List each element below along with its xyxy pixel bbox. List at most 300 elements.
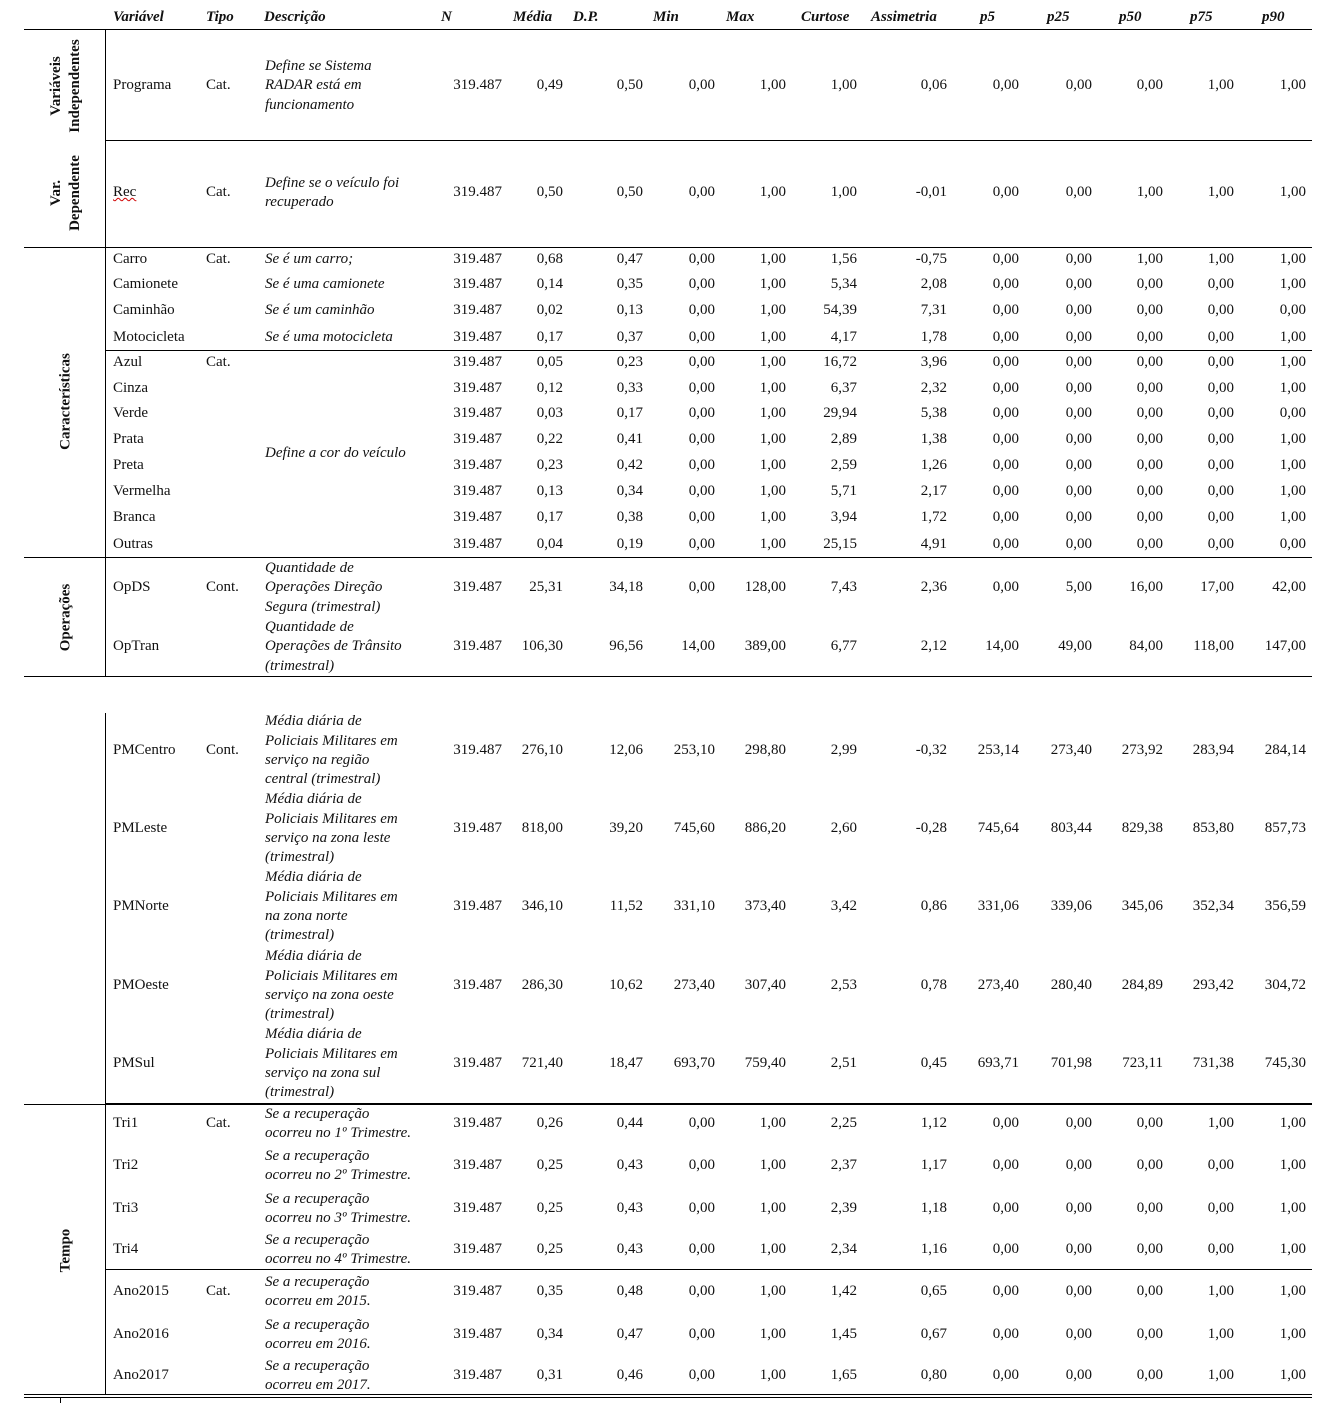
- stat-value: 18,47: [609, 1055, 643, 1071]
- stat-value: 5,38: [920, 405, 947, 421]
- stat-value: 0,00: [992, 329, 1019, 345]
- stat-value: 0,03: [536, 405, 563, 421]
- description-line: Quantidade de: [265, 559, 354, 576]
- stat-value: 0,00: [1065, 405, 1092, 421]
- variable-type: Cat.: [206, 184, 231, 200]
- stat-value: 0,17: [536, 509, 563, 525]
- stat-value: 1,00: [1207, 184, 1234, 200]
- stat-value: -0,32: [915, 742, 947, 758]
- table-rule: [24, 1397, 1312, 1398]
- description-line: Se a recuperação: [265, 1316, 370, 1333]
- stat-value: 1,00: [1279, 1326, 1306, 1342]
- stat-value: 339,06: [1050, 898, 1092, 914]
- stat-value: 0,48: [616, 1283, 643, 1299]
- group-label-line: Dependente: [67, 155, 83, 231]
- stat-value: 1,26: [920, 457, 947, 473]
- stat-value: 0,00: [1207, 405, 1234, 421]
- stat-value: 0,00: [992, 1326, 1019, 1342]
- stat-value: 0,00: [1065, 431, 1092, 447]
- stat-value: 293,42: [1192, 977, 1234, 993]
- stat-value: 0,31: [536, 1367, 563, 1383]
- group-label: [47, 138, 85, 248]
- column-header: p90: [1262, 9, 1285, 25]
- stat-value: 1,00: [830, 184, 857, 200]
- variable-type: Cat.: [206, 77, 231, 93]
- variable-description: [265, 1025, 398, 1103]
- variable-name: Tri2: [113, 1157, 139, 1173]
- stat-value: 0,00: [1136, 354, 1163, 370]
- stat-value: 280,40: [1050, 977, 1092, 993]
- variable-description: [265, 444, 406, 463]
- variable-name: Ano2016: [113, 1326, 169, 1342]
- footer-tick: [60, 1397, 61, 1403]
- stat-value: 0,00: [992, 1200, 1019, 1216]
- stat-value: 0,00: [1207, 1157, 1234, 1173]
- stat-value: 1,00: [759, 251, 786, 267]
- column-header: D.P.: [573, 9, 599, 25]
- description-line: funcionamento: [265, 96, 355, 113]
- stat-value: 0,25: [536, 1200, 563, 1216]
- stat-value: 319.487: [453, 536, 502, 552]
- variable-description: [265, 712, 398, 790]
- stat-value: 1,00: [759, 1157, 786, 1173]
- stat-value: 1,42: [830, 1283, 857, 1299]
- stat-value: 0,00: [1136, 1241, 1163, 1257]
- stat-value: 0,43: [616, 1241, 643, 1257]
- stat-value: 331,10: [673, 898, 715, 914]
- group-label: [57, 562, 76, 672]
- stat-value: 0,00: [1136, 1115, 1163, 1131]
- stat-value: 745,60: [673, 820, 715, 836]
- description-line: Média diária de: [265, 869, 362, 886]
- stat-value: 721,40: [521, 1055, 563, 1071]
- stat-value: 0,06: [920, 77, 947, 93]
- stat-value: 0,00: [1136, 1157, 1163, 1173]
- description-line: Operações Direção: [265, 579, 383, 596]
- stat-value: 0,00: [1065, 276, 1092, 292]
- stat-value: 284,89: [1121, 977, 1163, 993]
- variable-type: Cat.: [206, 1283, 231, 1299]
- variable-name: Prata: [113, 431, 144, 447]
- stat-value: 319.487: [453, 638, 502, 654]
- stat-value: 0,00: [1065, 354, 1092, 370]
- stat-value: 0,47: [616, 251, 643, 267]
- variable-description: [265, 868, 398, 946]
- group-label-line: Variáveis: [48, 56, 64, 116]
- stat-value: 1,00: [1279, 1157, 1306, 1173]
- stat-value: 0,86: [920, 898, 947, 914]
- stat-value: 0,00: [688, 1115, 715, 1131]
- stat-value: 818,00: [521, 820, 563, 836]
- stat-value: 0,00: [1065, 1157, 1092, 1173]
- stat-value: 0,00: [992, 579, 1019, 595]
- stat-value: 0,00: [688, 405, 715, 421]
- stat-value: 1,00: [759, 1241, 786, 1257]
- stat-value: 0,00: [1065, 1241, 1092, 1257]
- stat-value: 0,00: [1136, 483, 1163, 499]
- table-rule: [24, 1394, 1312, 1395]
- stat-value: 0,49: [536, 77, 563, 93]
- stat-value: 1,00: [1279, 509, 1306, 525]
- stat-value: 0,00: [1207, 457, 1234, 473]
- description-line: Média diária de: [265, 713, 362, 730]
- stat-value: 0,00: [1065, 1367, 1092, 1383]
- stat-value: 0,00: [992, 276, 1019, 292]
- table-rule: [105, 1269, 1312, 1270]
- stat-value: 1,00: [1279, 1283, 1306, 1299]
- description-line: Policiais Militares em: [265, 888, 398, 905]
- variable-name: PMLeste: [113, 820, 168, 836]
- description-line: Se a recuperação: [265, 1190, 370, 1207]
- table-rule: [24, 1104, 1312, 1105]
- stat-value: 1,00: [1207, 77, 1234, 93]
- stat-value: 693,70: [673, 1055, 715, 1071]
- stat-value: 0,00: [992, 1283, 1019, 1299]
- description-line: Média diária de: [265, 1026, 362, 1043]
- description-line: (trimestral): [265, 1084, 335, 1101]
- stat-value: -0,01: [915, 184, 947, 200]
- variable-type: Cont.: [206, 742, 239, 758]
- variable-type: Cat.: [206, 1115, 231, 1131]
- description-line: ocorreu no 1º Trimestre.: [265, 1125, 412, 1141]
- stat-value: 0,00: [1136, 405, 1163, 421]
- stat-value: 0,43: [616, 1200, 643, 1216]
- description-line: Se a recuperação: [265, 1273, 370, 1290]
- description-line: ocorreu em 2015.: [265, 1293, 371, 1309]
- stat-value: 1,17: [920, 1157, 947, 1173]
- variable-description: [265, 1273, 371, 1312]
- description-line: Policiais Militares em: [265, 810, 398, 827]
- stat-value: 0,00: [688, 509, 715, 525]
- stat-value: 319.487: [453, 1283, 502, 1299]
- stat-value: 273,92: [1121, 742, 1163, 758]
- description-line: serviço na zona sul: [265, 1065, 381, 1081]
- stat-value: 1,12: [920, 1115, 947, 1131]
- column-header: Tipo: [206, 9, 234, 25]
- stat-value: 0,00: [1136, 380, 1163, 396]
- stat-value: 106,30: [521, 638, 563, 654]
- variable-description: [265, 174, 399, 213]
- variable-description: [265, 559, 382, 617]
- stat-value: 0,00: [992, 354, 1019, 370]
- stat-value: 1,00: [1207, 1367, 1234, 1383]
- stat-value: 1,00: [1207, 251, 1234, 267]
- stat-value: 4,17: [830, 329, 857, 345]
- stat-value: 1,00: [759, 302, 786, 318]
- stat-value: 0,13: [616, 302, 643, 318]
- stat-value: 6,77: [830, 638, 857, 654]
- stat-value: 0,00: [688, 77, 715, 93]
- stat-value: 0,00: [1207, 329, 1234, 345]
- column-header: Max: [726, 9, 755, 25]
- variable-description: [265, 1357, 371, 1396]
- stat-value: 0,00: [1207, 431, 1234, 447]
- group-label-line: Características: [57, 352, 74, 450]
- stat-value: 319.487: [453, 820, 502, 836]
- stat-value: 1,00: [1136, 184, 1163, 200]
- stat-value: 273,40: [673, 977, 715, 993]
- stat-value: 84,00: [1129, 638, 1163, 654]
- stat-value: 1,56: [830, 251, 857, 267]
- description-line: serviço na região: [265, 752, 370, 768]
- stat-value: 1,00: [759, 457, 786, 473]
- stat-value: 319.487: [453, 457, 502, 473]
- stat-value: 2,37: [830, 1157, 857, 1173]
- stat-value: 0,78: [920, 977, 947, 993]
- stat-value: 319.487: [453, 405, 502, 421]
- stat-value: 1,00: [759, 329, 786, 345]
- variable-description: [265, 275, 385, 294]
- stat-value: 373,40: [744, 898, 786, 914]
- variable-name: Ano2017: [113, 1367, 169, 1383]
- stat-value: 0,00: [688, 483, 715, 499]
- stat-value: 319.487: [453, 1200, 502, 1216]
- description-line: Define a cor do veículo: [265, 445, 406, 462]
- stat-value: 14,00: [681, 638, 715, 654]
- column-header: Média: [513, 9, 553, 25]
- stat-value: 745,30: [1264, 1055, 1306, 1071]
- stat-value: 39,20: [609, 820, 643, 836]
- stat-value: 319.487: [453, 1241, 502, 1257]
- stat-value: 96,56: [609, 638, 643, 654]
- stat-value: 284,14: [1264, 742, 1306, 758]
- table-rule: [24, 557, 1312, 558]
- description-line: ocorreu em 2017.: [265, 1377, 371, 1393]
- description-line: (trimestral): [265, 1006, 335, 1023]
- stat-value: 1,00: [1136, 251, 1163, 267]
- description-line: ocorreu em 2016.: [265, 1336, 371, 1352]
- stat-value: 0,00: [1065, 1200, 1092, 1216]
- stat-value: 759,40: [744, 1055, 786, 1071]
- stat-value: 25,31: [529, 579, 563, 595]
- stat-value: 0,00: [1136, 276, 1163, 292]
- stat-value: 0,25: [536, 1241, 563, 1257]
- stat-value: 1,00: [1207, 1283, 1234, 1299]
- table-rule: [105, 350, 1312, 351]
- stat-value: 1,00: [759, 483, 786, 499]
- variable-name: Vermelha: [113, 483, 171, 499]
- stat-value: 276,10: [521, 742, 563, 758]
- stat-value: 1,00: [759, 1200, 786, 1216]
- description-line: Segura (trimestral): [265, 598, 381, 615]
- stat-value: 319.487: [453, 431, 502, 447]
- stat-value: 1,78: [920, 329, 947, 345]
- stat-value: 0,00: [688, 431, 715, 447]
- stat-value: 2,60: [830, 820, 857, 836]
- stat-value: 128,00: [744, 579, 786, 595]
- stat-value: 0,00: [1065, 1115, 1092, 1131]
- stat-value: 319.487: [453, 1055, 502, 1071]
- stat-value: 0,33: [616, 380, 643, 396]
- column-header: Descrição: [264, 9, 326, 25]
- stat-value: 0,00: [1065, 1283, 1092, 1299]
- stat-value: 1,00: [759, 1115, 786, 1131]
- stat-value: 1,00: [1279, 1367, 1306, 1383]
- stat-value: 0,00: [992, 536, 1019, 552]
- stat-value: 0,50: [616, 184, 643, 200]
- description-line: RADAR está em: [265, 77, 362, 94]
- description-line: ocorreu no 3º Trimestre.: [265, 1210, 412, 1226]
- stat-value: 319.487: [453, 329, 502, 345]
- description-line: Se é um caminhão: [265, 302, 375, 319]
- stat-value: 11,52: [609, 898, 643, 914]
- stat-value: 0,00: [688, 457, 715, 473]
- stat-value: 2,89: [830, 431, 857, 447]
- stat-value: 0,05: [536, 354, 563, 370]
- stat-value: 283,94: [1192, 742, 1234, 758]
- stat-value: 886,20: [744, 820, 786, 836]
- stat-value: 346,10: [521, 898, 563, 914]
- stat-value: 319.487: [453, 77, 502, 93]
- stat-value: 1,00: [1207, 1326, 1234, 1342]
- stat-value: 2,12: [920, 638, 947, 654]
- stat-value: 853,80: [1192, 820, 1234, 836]
- stat-value: 0,00: [1136, 1367, 1163, 1383]
- stat-value: 0,04: [536, 536, 563, 552]
- stat-value: 7,43: [830, 579, 857, 595]
- group-label-line: Independentes: [67, 39, 83, 133]
- stat-value: 0,00: [688, 354, 715, 370]
- variable-name: Tri1: [113, 1115, 139, 1131]
- stat-value: 1,00: [759, 405, 786, 421]
- stat-value: 0,41: [616, 431, 643, 447]
- table-rule: [24, 29, 1312, 30]
- variable-name: Branca: [113, 509, 156, 525]
- stat-value: 4,91: [920, 536, 947, 552]
- stat-value: 0,00: [688, 1200, 715, 1216]
- stat-value: 0,26: [536, 1115, 563, 1131]
- stat-value: 1,00: [759, 380, 786, 396]
- description-line: na zona norte: [265, 908, 348, 924]
- stat-value: 5,71: [830, 483, 857, 499]
- variable-description: [265, 328, 393, 347]
- group-label: [57, 1195, 76, 1305]
- stat-value: 3,96: [920, 354, 947, 370]
- description-line: Se é uma camionete: [265, 276, 385, 293]
- column-header: p75: [1190, 9, 1213, 25]
- description-line: Se a recuperação: [265, 1147, 370, 1164]
- stat-value: -0,75: [915, 251, 947, 267]
- description-line: central (trimestral): [265, 771, 381, 788]
- stat-value: 0,00: [992, 431, 1019, 447]
- stat-value: 0,00: [688, 1367, 715, 1383]
- stat-value: 0,00: [992, 1241, 1019, 1257]
- stat-value: 2,25: [830, 1115, 857, 1131]
- variable-description: [265, 947, 398, 1025]
- stat-value: 0,00: [1136, 329, 1163, 345]
- variable-description: [265, 1316, 371, 1355]
- stat-value: 1,00: [759, 1367, 786, 1383]
- description-line: Policiais Militares em: [265, 732, 398, 749]
- stat-value: 0,00: [1279, 405, 1306, 421]
- stat-value: 0,00: [992, 405, 1019, 421]
- variable-name: OpTran: [113, 638, 160, 654]
- stat-value: 304,72: [1264, 977, 1306, 993]
- stat-value: 2,32: [920, 380, 947, 396]
- stat-value: 745,64: [977, 820, 1019, 836]
- stat-value: 286,30: [521, 977, 563, 993]
- stat-value: 0,12: [536, 380, 563, 396]
- variable-description: [265, 1147, 411, 1186]
- stat-value: 2,36: [920, 579, 947, 595]
- stat-value: 319.487: [453, 1326, 502, 1342]
- variable-name: Preta: [113, 457, 144, 473]
- variable-description: [265, 301, 375, 320]
- stat-value: 273,40: [977, 977, 1019, 993]
- stat-value: 0,00: [992, 1367, 1019, 1383]
- stat-value: 0,00: [688, 579, 715, 595]
- stat-value: 0,00: [1065, 536, 1092, 552]
- variable-name: Camionete: [113, 276, 178, 292]
- stat-value: 0,00: [992, 509, 1019, 525]
- stat-value: 0,50: [616, 77, 643, 93]
- stat-value: 2,08: [920, 276, 947, 292]
- column-header: p5: [980, 9, 995, 25]
- stat-value: 0,00: [1207, 1241, 1234, 1257]
- variable-name: PMSul: [113, 1055, 155, 1071]
- stat-value: 17,00: [1200, 579, 1234, 595]
- stat-value: 0,00: [1065, 77, 1092, 93]
- stat-value: 0,00: [1065, 329, 1092, 345]
- stat-value: 0,00: [688, 1283, 715, 1299]
- stat-value: 319.487: [453, 509, 502, 525]
- stat-value: 0,00: [688, 184, 715, 200]
- stat-value: 14,00: [985, 638, 1019, 654]
- stat-value: 389,00: [744, 638, 786, 654]
- stat-value: 857,73: [1264, 820, 1306, 836]
- variable-name: Programa: [113, 77, 172, 93]
- stat-value: 42,00: [1272, 579, 1306, 595]
- stat-value: 0,23: [536, 457, 563, 473]
- stat-value: 1,16: [920, 1241, 947, 1257]
- stat-value: 701,98: [1050, 1055, 1092, 1071]
- variable-name: PMCentro: [113, 742, 176, 758]
- stat-value: 307,40: [744, 977, 786, 993]
- stat-value: 0,00: [688, 1157, 715, 1173]
- stat-value: 0,46: [616, 1367, 643, 1383]
- description-line: Média diária de: [265, 791, 362, 808]
- stat-value: 5,34: [830, 276, 857, 292]
- stat-value: 1,45: [830, 1326, 857, 1342]
- table-rule: [24, 247, 1312, 248]
- table-rule: [24, 676, 1312, 677]
- stat-value: 0,00: [992, 251, 1019, 267]
- stat-value: 0,00: [1065, 302, 1092, 318]
- stat-value: 0,17: [616, 405, 643, 421]
- stat-value: 2,34: [830, 1241, 857, 1257]
- stat-value: 1,00: [759, 77, 786, 93]
- stat-value: 0,35: [616, 276, 643, 292]
- stat-value: 0,00: [688, 536, 715, 552]
- variable-type: Cat.: [206, 251, 231, 267]
- group-label-line: Var.: [48, 180, 64, 206]
- stat-value: 0,37: [616, 329, 643, 345]
- variable-name: PMNorte: [113, 898, 169, 914]
- variable-name: PMOeste: [113, 977, 169, 993]
- stat-value: 0,65: [920, 1283, 947, 1299]
- stat-value: 0,00: [992, 483, 1019, 499]
- stat-value: 0,00: [1136, 431, 1163, 447]
- group-label-line: Operações: [57, 583, 74, 651]
- column-header: p25: [1047, 9, 1070, 25]
- stat-value: 0,00: [1136, 1200, 1163, 1216]
- stat-value: 1,00: [759, 509, 786, 525]
- stat-value: 1,65: [830, 1367, 857, 1383]
- stat-value: 0,00: [992, 302, 1019, 318]
- stat-value: 1,00: [1279, 1200, 1306, 1216]
- stat-value: 3,42: [830, 898, 857, 914]
- column-header: Assimetria: [871, 9, 937, 25]
